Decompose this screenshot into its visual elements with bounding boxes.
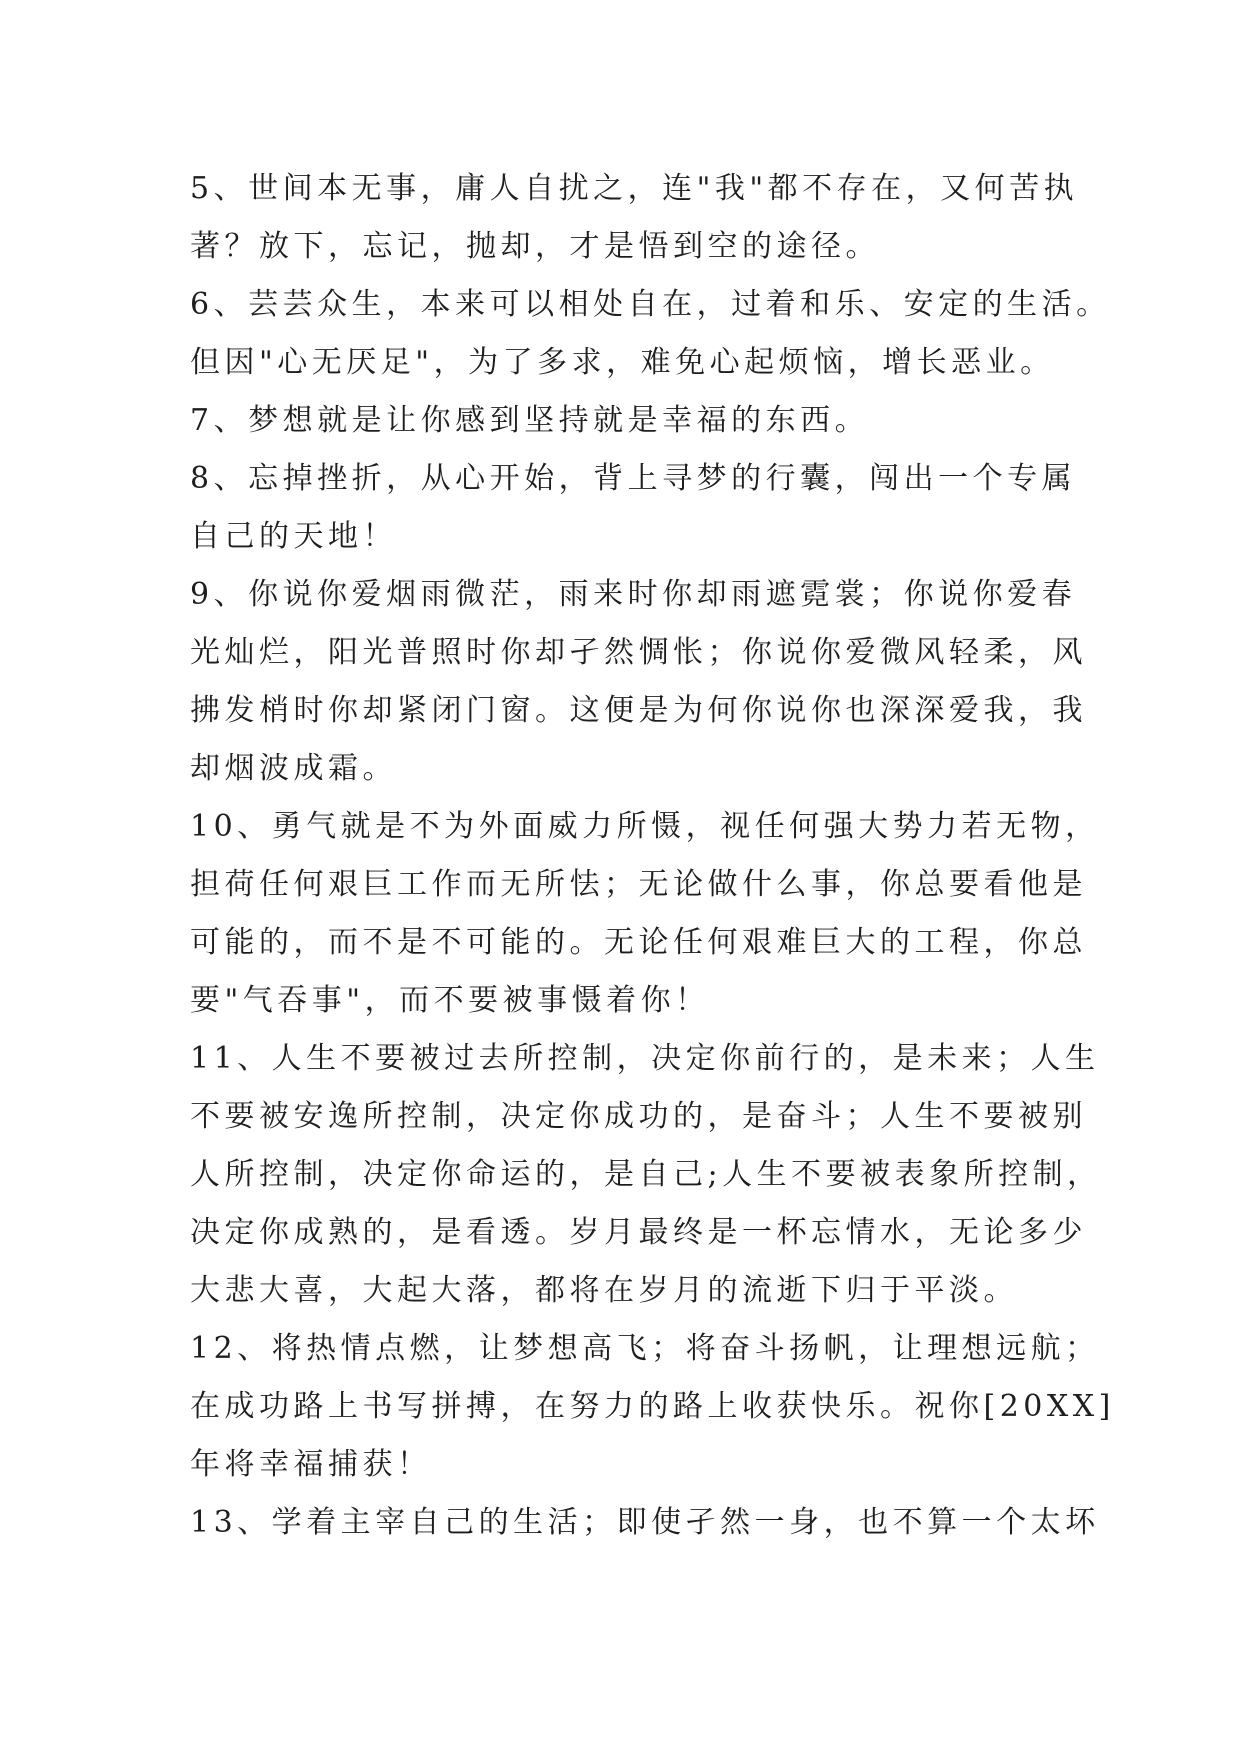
text-line: 著？放下，忘记，抛却，才是悟到空的途径。 (190, 229, 880, 264)
text-line: 11、人生不要被过去所控制，决定你前行的，是未来；人生 (190, 1041, 1100, 1076)
text-line: 决定你成熟的，是看透。岁月最终是一杯忘情水，无论多少 (190, 1215, 1087, 1250)
text-line: 12、将热情点燃，让梦想高飞；将奋斗扬帆，让理想远航； (190, 1331, 1100, 1366)
text-line: 却烟波成霜。 (190, 751, 397, 786)
text-line: 拂发梢时你却紧闭门窗。这便是为何你说你也深深爱我，我 (190, 693, 1087, 728)
text-line: 光灿烂，阳光普照时你却孑然惆怅；你说你爱微风轻柔，风 (190, 635, 1087, 670)
text-line: 担荷任何艰巨工作而无所怯；无论做什么事，你总要看他是 (190, 867, 1087, 902)
text-line: 5、世间本无事，庸人自扰之，连"我"都不存在，又何苦执 (190, 171, 1079, 206)
text-line: 6、芸芸众生，本来可以相处自在，过着和乐、安定的生活。 (190, 287, 1111, 322)
text-line: 大悲大喜，大起大落，都将在岁月的流逝下归于平淡。 (190, 1273, 1018, 1308)
text-line: 10、勇气就是不为外面威力所慑，视任何强大势力若无物， (190, 809, 1100, 844)
text-line: 8、忘掉挫折，从心开始，背上寻梦的行囊，闯出一个专属 (190, 461, 1077, 496)
text-line: 7、梦想就是让你感到坚持就是幸福的东西。 (190, 403, 870, 438)
text-line: 人所控制，决定你命运的，是自己;人生不要被表象所控制， (190, 1157, 1102, 1192)
document-body (190, 160, 1115, 1552)
text-line: 年将幸福捕获！ (190, 1447, 432, 1482)
text-line: 9、你说你爱烟雨微茫，雨来时你却雨遮霓裳；你说你爱春 (190, 577, 1077, 612)
text-line: 在成功路上书写拼搏，在努力的路上收获快乐。祝你[20XX] (190, 1389, 1115, 1424)
text-line: 自己的天地！ (190, 519, 397, 554)
text-line: 可能的，而不是不可能的。无论任何艰难巨大的工程，你总 (190, 925, 1087, 960)
text-line: 不要被安逸所控制，决定你成功的，是奋斗；人生不要被别 (190, 1099, 1087, 1134)
text-line: 但因"心无厌足"，为了多求，难免心起烦恼，增长恶业。 (190, 345, 1055, 380)
text-line: 13、学着主宰自己的生活；即使孑然一身，也不算一个太坏 (190, 1505, 1100, 1540)
text-line: 要"气吞事"，而不要被事慑着你！ (190, 983, 710, 1018)
